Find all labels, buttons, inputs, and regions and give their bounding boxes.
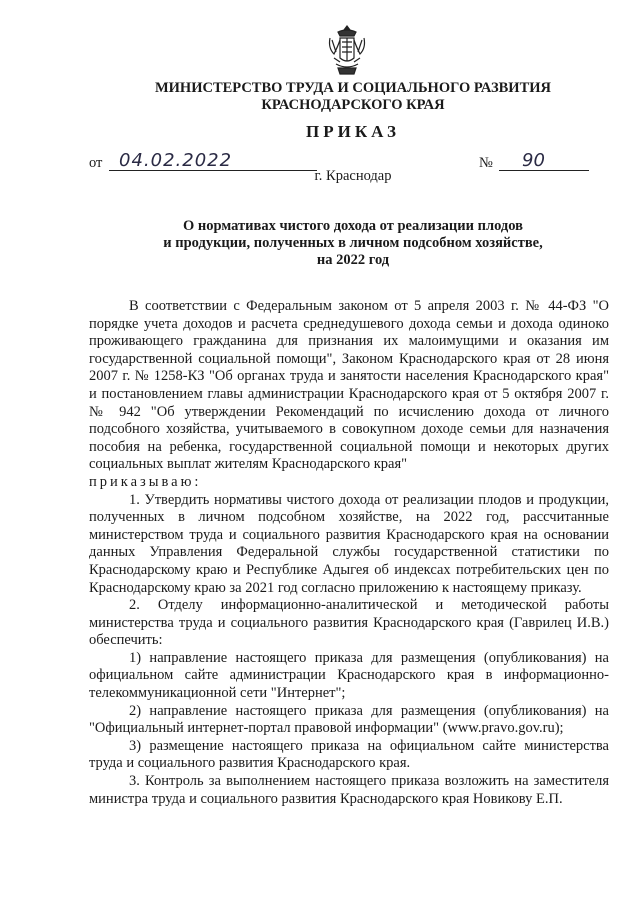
- order-title: ПРИКАЗ: [306, 122, 400, 141]
- subject-line-2: и продукции, полученных в личном подсобном хозяйстве,: [163, 235, 543, 251]
- number-label: №: [479, 155, 493, 171]
- item-2-paragraph: 2. Отделу информационно-аналитической и методической работы министерства труда и социального развития Краснодарского края (Гаврилец И.В.) обеспечить:: [89, 597, 609, 649]
- item-2-2-paragraph: 2) направление настоящего приказа для размещения (опубликования) на "Официальный интернет-портал правовой информации" (www.pravo.gov.ru);: [89, 702, 609, 737]
- subject-line-1: О нормативах чистого дохода от реализации плодов: [183, 218, 523, 234]
- item-3-paragraph: 3. Контроль за выполнением настоящего приказа возложить на заместителя министра труда и социального развития Краснодарского края Новикову Е.П.: [89, 773, 609, 807]
- order-body: [89, 298, 609, 808]
- order-subject: [100, 218, 606, 269]
- ministry-line-1: МИНИСТЕРСТВО ТРУДА И СОЦИАЛЬНОГО РАЗВИТИЯ: [154, 80, 552, 96]
- ministry-name: [100, 80, 606, 114]
- number-value: 90: [522, 150, 545, 171]
- city: г. Краснодар: [314, 168, 392, 184]
- subject-line-3: на 2022 год: [316, 252, 390, 268]
- coat-of-arms-icon: [326, 24, 368, 76]
- date-value: 04.02.2022: [119, 150, 233, 171]
- item-2-3-paragraph: 3) размещение настоящего приказа на официальном сайте министерства труда и социального развития Краснодарского края.: [89, 737, 609, 772]
- preamble-paragraph: В соответствии с Федеральным законом от 5 апреля 2003 г. № 44-ФЗ "О порядке учета доходов и расчета среднедушевого дохода семьи и дохода одиноко проживающего гражданина для признания их малоимущими и оказания им государственной социальной помощи", Законом Краснодарского края от 28 июня 2007 г. № 1258-КЗ "Об органах труда и занятости населения Краснодарского края" и постановлением главы администрации Краснодарского края от 5 октября 2007 г. № 942 "Об утверждении Рекомендаций по исчислению дохода от личного подсобного хозяйства, учитываемого в совокупном доходе семьи для назначения пособия на ребенка, государственной социальной помощи и некоторых других социальных выплат жителям Краснодарского края": [89, 298, 609, 473]
- item-1-paragraph: 1. Утвердить нормативы чистого дохода от реализации плодов и продукции, полученных в личном подсобном хозяйстве, на 2022 год, рассчитанные министерством труда и социального развития Краснодарского края на основании данных Управления Федеральной службы государственной статистики по Краснодарскому краю и Республике Адыгея об индексах потребительских цен по Краснодарскому краю за 2021 год согласно приложению к настоящему приказу.: [89, 491, 609, 596]
- ministry-line-2: КРАСНОДАРСКОГО КРАЯ: [261, 97, 445, 113]
- date-label: от: [89, 155, 103, 171]
- order-word: приказываю:: [89, 473, 202, 490]
- item-2-1-paragraph: 1) направление настоящего приказа для размещения (опубликования) на официальном сайте администрации Краснодарского края в информационно-телекоммуникационной сети "Интернет";: [89, 649, 609, 702]
